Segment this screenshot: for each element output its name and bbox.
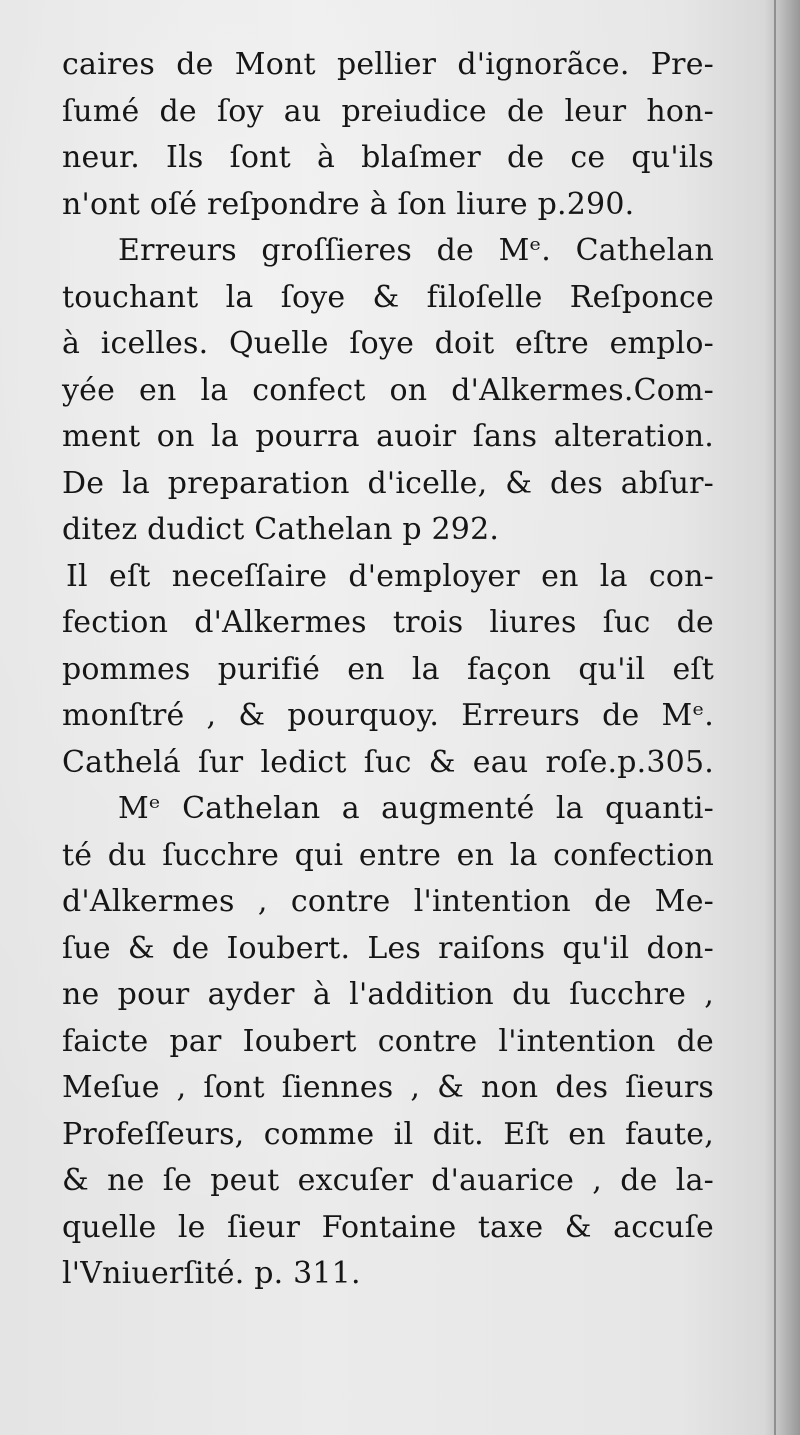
text-line: Erreurs groſſieres de Mᵉ. Cathelan — [118, 233, 714, 268]
text-line: ſumé de ſoy au preiudice de leur hon- — [62, 93, 714, 129]
page-edge-line — [774, 0, 776, 1435]
text-line: quelle le ſieur Fontaine taxe & accuſe — [62, 1209, 714, 1245]
text-line: ditez dudict Cathelan p 292. — [62, 512, 500, 547]
text-line: monſtré , & pourquoy. Erreurs de Mᵉ. — [62, 698, 714, 733]
text-line: touchant la ſoye & filoſelle Reſponce — [62, 279, 714, 315]
page-gutter-shadow — [764, 0, 800, 1435]
body-text — [62, 42, 714, 1298]
text-line: De la preparation d'icelle, & des abſur- — [62, 465, 714, 501]
text-line: Mᵉ Cathelan a augmenté la quanti- — [118, 791, 714, 826]
text-line: Meſue , ſont ſiennes , & non des ſieurs — [62, 1070, 714, 1105]
text-line: té du ſucchre qui entre en la confection — [62, 837, 714, 873]
text-line: Il eſt neceſſaire d'employer en la con- — [66, 558, 714, 594]
text-line: neur. Ils ſont à blaſmer de ce qu'ils — [62, 140, 714, 175]
text-line: ne pour ayder à l'addition du ſucchre , — [62, 977, 714, 1012]
text-line: Profeſſeurs, comme il dit. Eſt en faute, — [62, 1116, 714, 1152]
text-line: caires de Mont pellier d'ignorãce. Pre- — [62, 47, 714, 82]
text-line: & ne ſe peut excuſer d'auarice , de la- — [62, 1163, 714, 1198]
text-line: faicte par Ioubert contre l'intention de — [62, 1023, 714, 1059]
text-line: ſue & de Ioubert. Les raiſons qu'il don- — [62, 930, 714, 966]
text-line: l'Vniuerſité. p. 311. — [62, 1256, 361, 1291]
text-line: ment on la pourra auoir ſans alteration. — [62, 419, 714, 454]
text-line: Cathelá ſur ledict ſuc & eau roſe.p.305. — [62, 744, 714, 780]
text-line: n'ont oſé reſpondre à ſon liure p.290. — [62, 186, 635, 222]
text-line: pommes purifié en la façon qu'il eſt — [62, 651, 714, 687]
text-line: fection d'Alkermes trois liures ſuc de — [62, 605, 714, 640]
text-line: yée en la confect on d'Alkermes.Com- — [62, 372, 714, 408]
text-line: d'Alkermes , contre l'intention de Me- — [62, 884, 714, 919]
text-line: à icelles. Quelle ſoye doit eſtre emplo- — [62, 326, 714, 361]
